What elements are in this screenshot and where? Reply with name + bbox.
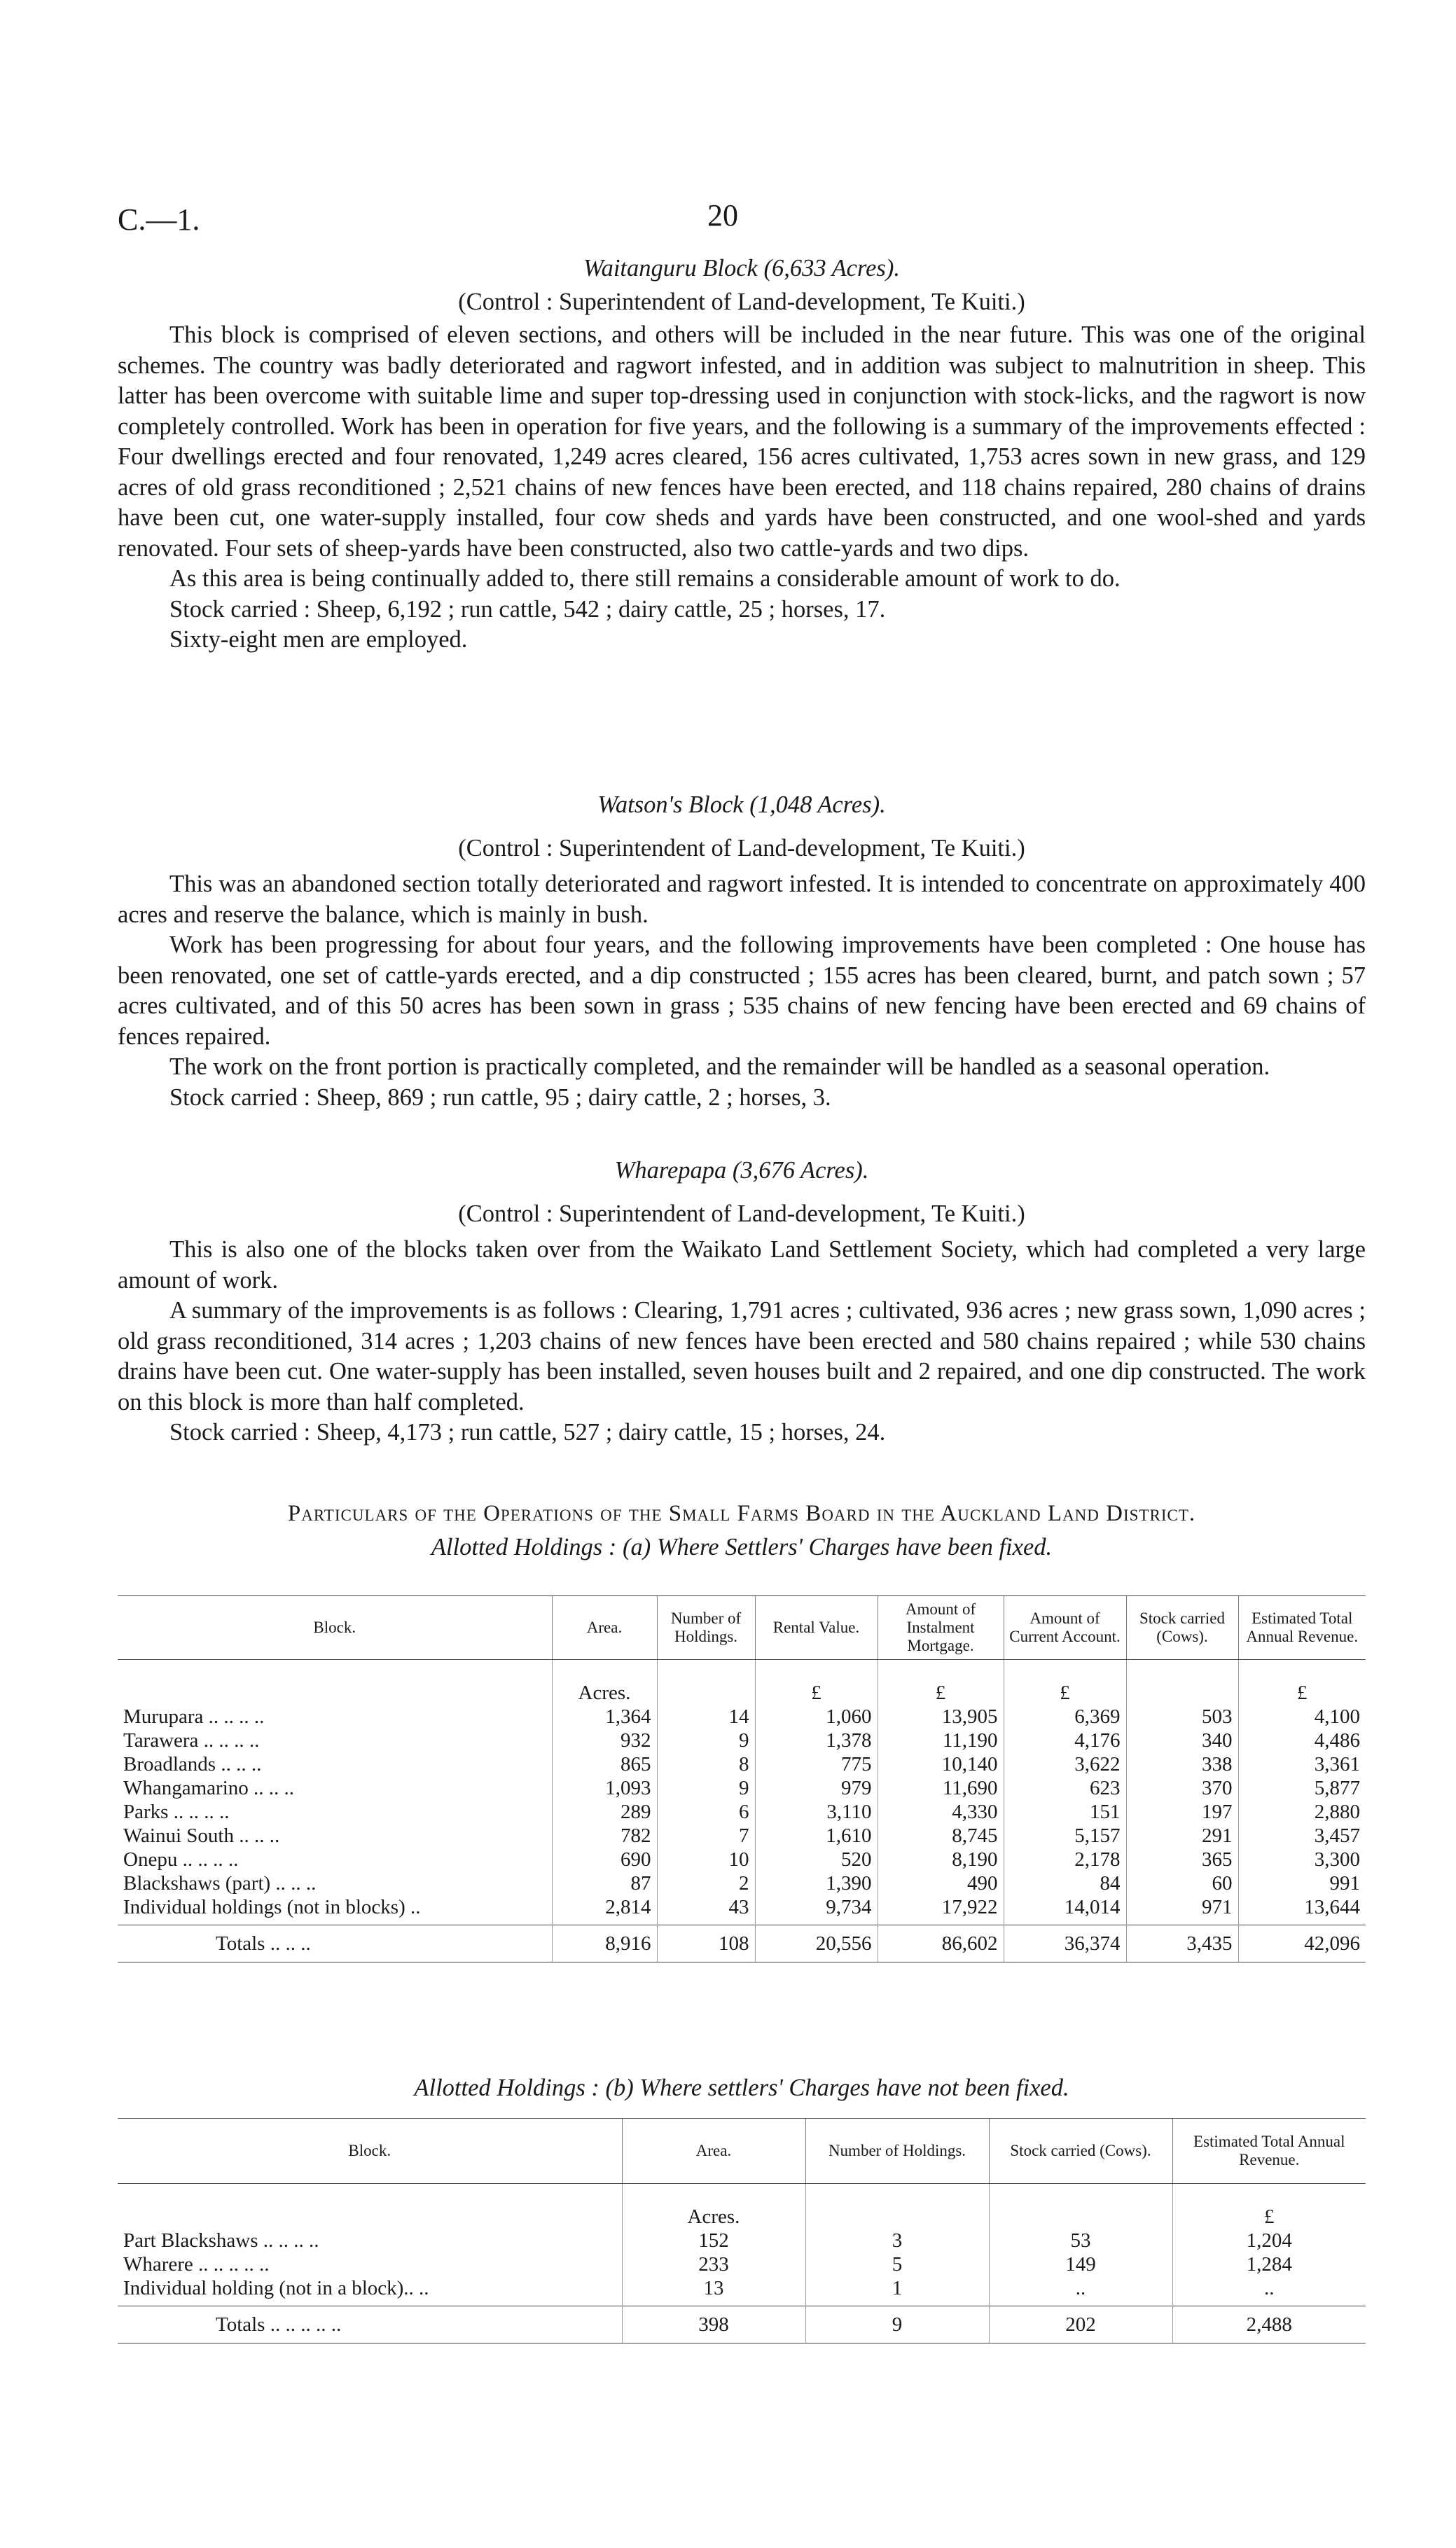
cell: 865	[552, 1752, 657, 1776]
col-header: Area.	[622, 2119, 805, 2184]
cell: Individual holding (not in a block).. ..	[123, 2277, 429, 2299]
col-header: Number of Holdings.	[805, 2119, 989, 2184]
cell: 3,110	[755, 1800, 878, 1824]
paragraph: This block is comprised of eleven sections, and others will be included in the near future. This was one of the original schemes. The country was badly deteriorated and ragwort infested, and in addition was subject to malnutrition in sheep. This latter has been overcome with suitable lime and super top-dressing used in conjunction with stock-licks, and the ragwort is now completely controlled. Work has been in operation for five years, and the following is a summary of the improvements effected : Four dwellings erected and four renovated, 1,249 acres cleared, 156 acres cultivated, 1,753 acres sown in new grass, and 129 acres of old grass reconditioned ; 2,521 chains of new fences have been erected, and 118 chains repaired, 280 chains of drains have been cut, one water-supply installed, four cow sheds and yards have been constructed, and one wool-shed and yards renovated. Four sets of sheep-yards have been constructed, also two cattle-yards and two dips.	[118, 321, 1366, 562]
cell: 9	[805, 2306, 989, 2343]
cell: 490	[878, 1871, 1004, 1895]
cell: 979	[755, 1776, 878, 1800]
col-header: Area.	[552, 1596, 657, 1660]
cell: 4,100	[1238, 1705, 1366, 1729]
control-line: (Control : Superintendent of Land-development, Te Kuiti.)	[458, 288, 1025, 315]
table-row	[118, 1776, 1366, 1800]
col-header: Stock carried (Cows).	[1126, 1596, 1238, 1660]
cell: 3,457	[1238, 1824, 1366, 1848]
cell: 13	[622, 2276, 805, 2300]
cell: ..	[989, 2276, 1172, 2300]
unit-cell	[805, 2184, 989, 2229]
unit-cell	[118, 2184, 622, 2229]
table-row	[118, 1871, 1366, 1895]
paragraph: Work has been progressing for about four years, and the following improvements have been completed : One house has been renovated, one set of cattle-yards erected, and a dip constructed ; 155 acres has been cleared, burnt, and patch sown ; 57 acres cultivated, and of this 50 acres has been sown in grass ; 535 chains of new fencing have been erected and 69 chains of fences repaired.	[118, 932, 1366, 1050]
table-row	[118, 2229, 1366, 2252]
cell: Blackshaws (part) .. .. ..	[123, 1872, 317, 1895]
units-row	[118, 2184, 1366, 2229]
cell: Onepu .. .. .. ..	[123, 1848, 239, 1871]
cell: 338	[1126, 1752, 1238, 1776]
table-header-row	[118, 1596, 1366, 1660]
cell: 2,178	[1004, 1848, 1126, 1871]
table-a-settlers-charges-fixed	[118, 1595, 1366, 1962]
cell: Tarawera .. .. .. ..	[123, 1729, 260, 1752]
cell: 13,644	[1238, 1895, 1366, 1919]
cell: 289	[552, 1800, 657, 1824]
table-b-settlers-charges-not-fixed	[118, 2118, 1366, 2343]
cell: 503	[1126, 1705, 1238, 1729]
cell: 3	[805, 2229, 989, 2252]
cell: 340	[1126, 1729, 1238, 1752]
cell: 11,190	[878, 1729, 1004, 1752]
cell: Wainui South .. .. ..	[123, 1825, 280, 1847]
paragraph: As this area is being continually added to, there still remains a considerable amount of work to do.	[169, 565, 1121, 592]
cell: 152	[622, 2229, 805, 2252]
table-b-caption-block	[118, 2073, 1366, 2104]
section-waitanguru	[118, 254, 1366, 656]
col-header: Estimated Total Annual Revenue.	[1238, 1596, 1366, 1660]
control-line: (Control : Superintendent of Land-development, Te Kuiti.)	[458, 1200, 1025, 1227]
cell: 53	[989, 2229, 1172, 2252]
particulars-heading: Particulars of the Operations of the Small Farms Board in the Auckland Land District.	[287, 1501, 1196, 1526]
col-header: Block.	[118, 1596, 552, 1660]
unit-cell: Acres.	[622, 2184, 805, 2229]
cell: 149	[989, 2252, 1172, 2276]
totals-row	[118, 1925, 1366, 1962]
cell: Wharere .. .. .. .. ..	[123, 2253, 270, 2276]
cell: 202	[989, 2306, 1172, 2343]
totals-row	[118, 2306, 1366, 2343]
col-header: Stock carried (Cows).	[989, 2119, 1172, 2184]
cell: 1,610	[755, 1824, 878, 1848]
paragraph: This is also one of the blocks taken over from the Waikato Land Settlement Society, which had completed a very large amount of work.	[118, 1236, 1366, 1294]
cell: 7	[657, 1824, 755, 1848]
cell: 5	[805, 2252, 989, 2276]
table-row	[118, 1800, 1366, 1824]
cell: Totals .. .. .. .. ..	[118, 2306, 622, 2343]
cell: Totals .. .. ..	[118, 1925, 552, 1962]
cell: 3,300	[1238, 1848, 1366, 1871]
section-title: Watson's Block (1,048 Acres).	[597, 791, 886, 818]
cell: 1,204	[1172, 2229, 1366, 2252]
cell: 365	[1126, 1848, 1238, 1871]
section-watsons	[118, 790, 1366, 1113]
cell: 86,602	[878, 1925, 1004, 1962]
men-employed: Sixty-eight men are employed.	[169, 626, 468, 653]
cell: 1,390	[755, 1871, 878, 1895]
table-row	[118, 1752, 1366, 1776]
cell: 1,093	[552, 1776, 657, 1800]
cell: 20,556	[755, 1925, 878, 1962]
table-a-caption: Allotted Holdings : (a) Where Settlers' Charges have been fixed.	[431, 1533, 1053, 1560]
cell: 3,435	[1126, 1925, 1238, 1962]
cell: 197	[1126, 1800, 1238, 1824]
table-row	[118, 1848, 1366, 1871]
cell: 9,734	[755, 1895, 878, 1919]
col-header: Amount of Current Account.	[1004, 1596, 1126, 1660]
cell: 2,488	[1172, 2306, 1366, 2343]
col-header: Estimated Total Annual Revenue.	[1172, 2119, 1366, 2184]
unit-cell	[989, 2184, 1172, 2229]
paragraph: A summary of the improvements is as follows : Clearing, 1,791 acres ; cultivated, 936 acres ; new grass sown, 1,090 acres ; old grass reconditioned, 314 acres ; 1,203 chains of new fences have been erected and 580 chains repaired ; while 530 chains drains have been cut. One water-supply has been installed, seven houses built and 2 repaired, and one dip constructed. The work on this block is more than half completed.	[118, 1297, 1366, 1415]
cell: 14,014	[1004, 1895, 1126, 1919]
cell: 775	[755, 1752, 878, 1776]
unit-cell: £	[755, 1660, 878, 1705]
cell: 782	[552, 1824, 657, 1848]
cell: 108	[657, 1925, 755, 1962]
table-row	[118, 1729, 1366, 1752]
paragraph: The work on the front portion is practically completed, and the remainder will be handled as a seasonal operation.	[169, 1053, 1270, 1080]
cell: 1,060	[755, 1705, 878, 1729]
cell: 1	[805, 2276, 989, 2300]
cell: ..	[1172, 2276, 1366, 2300]
cell: Part Blackshaws .. .. .. ..	[123, 2229, 319, 2252]
cell: 4,176	[1004, 1729, 1126, 1752]
units-row	[118, 1660, 1366, 1705]
col-header: Rental Value.	[755, 1596, 878, 1660]
cell: 6	[657, 1800, 755, 1824]
unit-cell	[118, 1660, 552, 1705]
cell: 4,330	[878, 1800, 1004, 1824]
section-wharepapa	[118, 1156, 1366, 1448]
cell: 10	[657, 1848, 755, 1871]
cell: 151	[1004, 1800, 1126, 1824]
page-number: 20	[707, 198, 738, 233]
cell: 3,361	[1238, 1752, 1366, 1776]
table-row	[118, 1895, 1366, 1919]
cell: 623	[1004, 1776, 1126, 1800]
cell: 11,690	[878, 1776, 1004, 1800]
stock-carried: Stock carried : Sheep, 6,192 ; run cattle, 542 ; dairy cattle, 25 ; horses, 17.	[169, 595, 886, 623]
cell: 8,190	[878, 1848, 1004, 1871]
cell: Individual holdings (not in blocks) ..	[123, 1896, 421, 1918]
document-reference: C.—1.	[118, 202, 200, 237]
cell: 370	[1126, 1776, 1238, 1800]
section-title: Wharepapa (3,676 Acres).	[614, 1157, 869, 1184]
table-b-caption: Allotted Holdings : (b) Where settlers' Charges have not been fixed.	[414, 2075, 1069, 2101]
unit-cell: £	[1004, 1660, 1126, 1705]
cell: 10,140	[878, 1752, 1004, 1776]
cell: 991	[1238, 1871, 1366, 1895]
cell: 14	[657, 1705, 755, 1729]
cell: 84	[1004, 1871, 1126, 1895]
stock-carried: Stock carried : Sheep, 869 ; run cattle, 95 ; dairy cattle, 2 ; horses, 3.	[169, 1083, 831, 1111]
cell: 87	[552, 1871, 657, 1895]
cell: 932	[552, 1729, 657, 1752]
unit-cell	[657, 1660, 755, 1705]
table-header-row	[118, 2119, 1366, 2184]
col-header: Amount of Instalment Mortgage.	[878, 1596, 1004, 1660]
table-row	[118, 1824, 1366, 1848]
stock-carried: Stock carried : Sheep, 4,173 ; run cattle, 527 ; dairy cattle, 15 ; horses, 24.	[169, 1419, 886, 1446]
cell: 17,922	[878, 1895, 1004, 1919]
control-line: (Control : Superintendent of Land-development, Te Kuiti.)	[458, 834, 1025, 861]
unit-cell: £	[878, 1660, 1004, 1705]
cell: 6,369	[1004, 1705, 1126, 1729]
cell: Murupara .. .. .. ..	[123, 1705, 265, 1728]
cell: 60	[1126, 1871, 1238, 1895]
cell: 8	[657, 1752, 755, 1776]
cell: Parks .. .. .. ..	[123, 1801, 230, 1823]
cell: 1,378	[755, 1729, 878, 1752]
particulars-heading-block	[118, 1499, 1366, 1563]
cell: 971	[1126, 1895, 1238, 1919]
cell: 2	[657, 1871, 755, 1895]
cell: 690	[552, 1848, 657, 1871]
cell: 3,622	[1004, 1752, 1126, 1776]
cell: Broadlands .. .. ..	[123, 1753, 262, 1775]
col-header: Number of Holdings.	[657, 1596, 755, 1660]
cell: 5,877	[1238, 1776, 1366, 1800]
table-row	[118, 2252, 1366, 2276]
table-row	[118, 2276, 1366, 2300]
cell: 398	[622, 2306, 805, 2343]
unit-cell: £	[1238, 1660, 1366, 1705]
cell: 1,364	[552, 1705, 657, 1729]
cell: Whangamarino .. .. ..	[123, 1777, 295, 1799]
unit-cell: £	[1172, 2184, 1366, 2229]
unit-cell	[1126, 1660, 1238, 1705]
cell: 43	[657, 1895, 755, 1919]
cell: 8,916	[552, 1925, 657, 1962]
cell: 13,905	[878, 1705, 1004, 1729]
cell: 9	[657, 1729, 755, 1752]
cell: 1,284	[1172, 2252, 1366, 2276]
paragraph: This was an abandoned section totally deteriorated and ragwort infested. It is intended to concentrate on approximately 400 acres and reserve the balance, which is mainly in bush.	[118, 871, 1366, 928]
cell: 36,374	[1004, 1925, 1126, 1962]
cell: 233	[622, 2252, 805, 2276]
cell: 8,745	[878, 1824, 1004, 1848]
cell: 4,486	[1238, 1729, 1366, 1752]
section-title: Waitanguru Block (6,633 Acres).	[583, 255, 900, 282]
cell: 42,096	[1238, 1925, 1366, 1962]
cell: 9	[657, 1776, 755, 1800]
cell: 2,814	[552, 1895, 657, 1919]
unit-cell: Acres.	[552, 1660, 657, 1705]
table-row	[118, 1705, 1366, 1729]
cell: 291	[1126, 1824, 1238, 1848]
cell: 520	[755, 1848, 878, 1871]
cell: 5,157	[1004, 1824, 1126, 1848]
cell: 2,880	[1238, 1800, 1366, 1824]
col-header: Block.	[118, 2119, 622, 2184]
